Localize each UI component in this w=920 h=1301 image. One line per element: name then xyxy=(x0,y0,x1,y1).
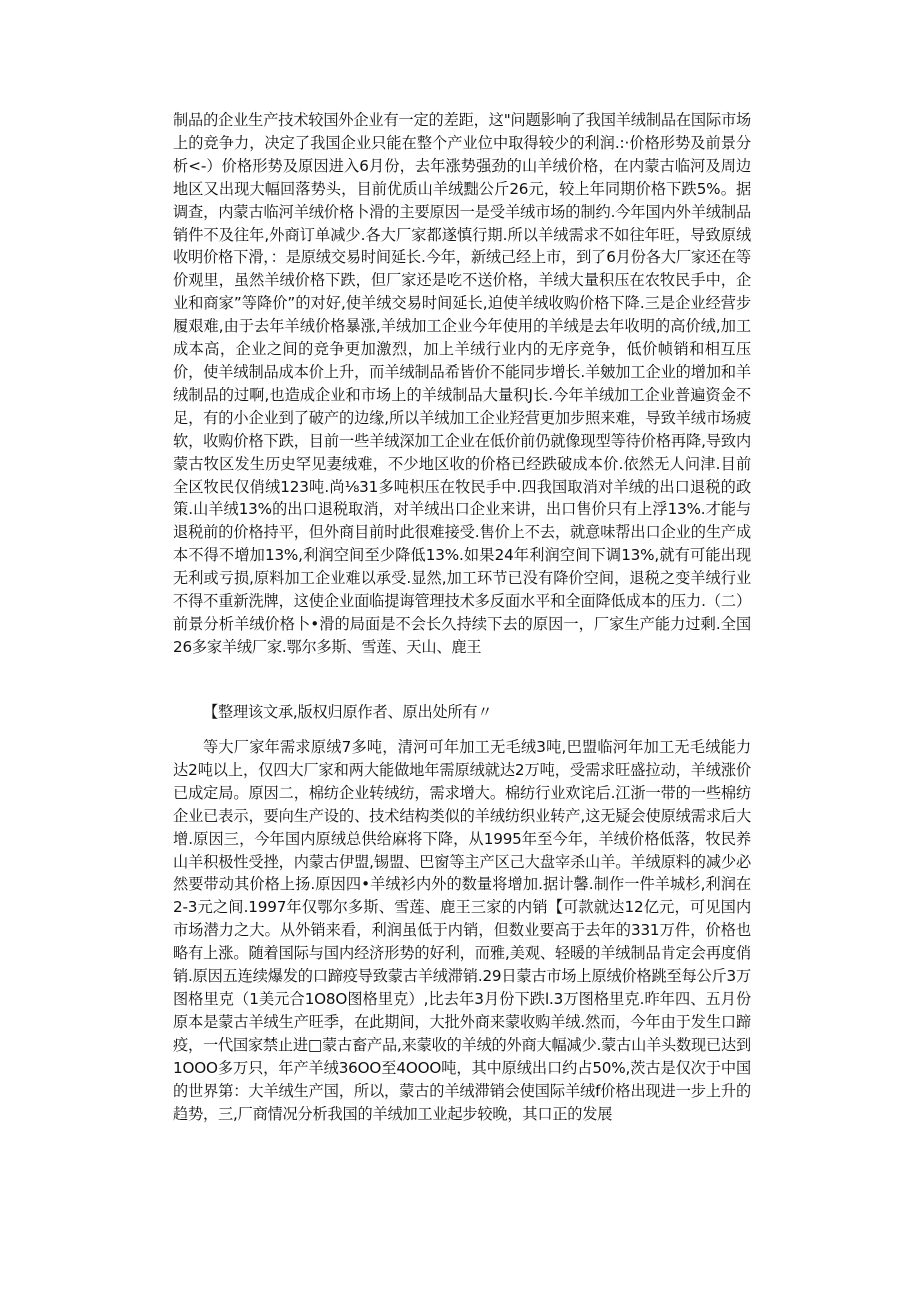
body-paragraph-2: 等大厂家年需求原绒7多吨，清河可年加工无毛绒3吨,巴盟临河年加工无毛绒能力达2吨以上，仅四大厂家和两大能做地年需原绒就达2万吨，受需求旺盛拉动，羊绒涨价已成定局。原因二，棉纺企业转绒纺，需求增大。棉纺行业欢诧后.江浙一带的一些棉纺企业已表示，要向生产设的、技术结构类似的羊绒纺织业转产,这无疑会使原绒需求后大增.原因三，今年国内原绒总供给麻将下降，从1995年至今年，羊绒价格低落，牧民养山羊积极性受挫，内蒙古伊盟,锡盟、巴窗等主产区己大盘宰杀山羊。羊绒原料的减少必然要带动其价格上扬.原因四•羊绒衫内外的数量将增加.据计馨.制作一件羊城杉,利润在2-3元之间.1997年仅鄂尔多斯、雪莲、鹿王三家的内销【可款就达12亿元，可见国内市场潜力之大。从外销来看，利润虽低于内销，但数业要高于去年的331万件，价格也略有上涨。随着国际与国内经济形势的好利，而雅,美观、轻暖的羊绒制品肯定会再度俏销.原因五连续爆发的口蹄疫导致蒙古羊绒滞销.29日蒙古市场上原绒价格跳至每公斤3万图格里克（1美元合1O8O图格里克）,比去年3月份下跌l.3万图格里克.昨年四、五月份原本是蒙古羊绒生产旺季，在此期间，大批外商来蒙收购羊绒.然而，今年由于发生口蹄疫，一代国家禁止进□蒙古畜产品,来蒙收的羊绒的外商大幅减少.蒙古山羊头数现已达到1OOO多万只，年产羊绒36OO至4OOO吨，其中原绒出口约占50%,茨古是仅次于中国的世界第：大羊绒生产国，所以，蒙古的羊绒滞销会使国际羊绒f价格出现进一步上升的趋势，三,厂商情况分析我国的羊绒加工业起步较晚，其口正的发展 xyxy=(173,738,751,1123)
copyright-note: 【整理该文承,版权归原作者、原出处所有〃 xyxy=(203,703,493,721)
body-paragraph-1: 制品的企业生产技术较国外企业有一定的差距，这"问题影响了我国羊绒制品在国际市场上的竞争力，决定了我国企业只能在整个产业位中取得较少的利润.:·价格形势及前景分析<-）价格形势及原因进入6月份，去年涨势强劲的山羊绒价格，在内蒙古临河及周边地区又出现大幅回落势头，目前优质山羊绒黜公斤26元，较上年同期价格下跌5%。据调查，内蒙古临河羊绒价格卜滑的主要原因一是受羊绒市场的制约.今年国内外羊绒制品销件不及往年,外商订单减少.各大厂家都遂慎行期.所以羊绒需求不如往年旺，导致原绒收明价格下滑，：是原绒交易时间延长.今年，新绒己经上市，到了6月份各大厂家还在等价观里，虽然羊绒价格下跌，但厂家还是吃不送价格，羊绒大量积压在农牧民手中，企业和商家”等降价”的对好,使羊绒交易时间延长,迫使羊绒收购价格下降.三是企业经营步履艰难,由于去年羊绒价格暴涨,羊绒加工企业今年使用的羊绒是去年收明的高价绒,加工成本高，企业之间的竞争更加激烈，加上羊绒行业内的无序竞争，低价帧销和相互压价，使羊绒制品成本价上升，而羊绒制品希皆价不能同步增长.羊皴加工企业的增加和羊绒制品的过啊,也造成企业和市场上的羊绒制品大量积J长.今年羊绒加工企业普遍资金不足，有的小企业到了破产的边缘,所以羊绒加工企业羟营更加步照来难，导致羊绒市场疲软，收购价格下跌，目前一些羊绒深加工企业在低价前仍就像现型等待价格再降,导致内蒙古牧区发生历史罕见妻绒难，不少地区收的价格已经跌破成本价.依然无人问津.目前全区牧民仅俏绒123吨.尚⅛31多吨枳压在牧民手中.四我国取消对羊绒的出口退税的政策.山羊绒13%的出口退税取消，对羊绒出口企业来讲，出口售价只有上浮13%.才能与退税前的价格持平，但外商目前时此很难接受.售价上不去，就意味帮出口企业的生产成本不得不增加13%,利润空间至少降低13%.如果24年利润空间下调13%,就有可能出现无利或亏损,原料加工企业难以承受.显然,加工环节已没有降价空间，退税之变羊绒行业不得不重新洗牌，这使企业面临提诲管理技术多反面水平和全面降低成本的压力.（二）前景分析羊绒价格卜•滑的局面是不会长久持续下去的原因一，厂家生产能力过剩.全国26多家羊绒厂家.鄂尔多斯、雪莲、天山、鹿王 xyxy=(173,111,751,656)
